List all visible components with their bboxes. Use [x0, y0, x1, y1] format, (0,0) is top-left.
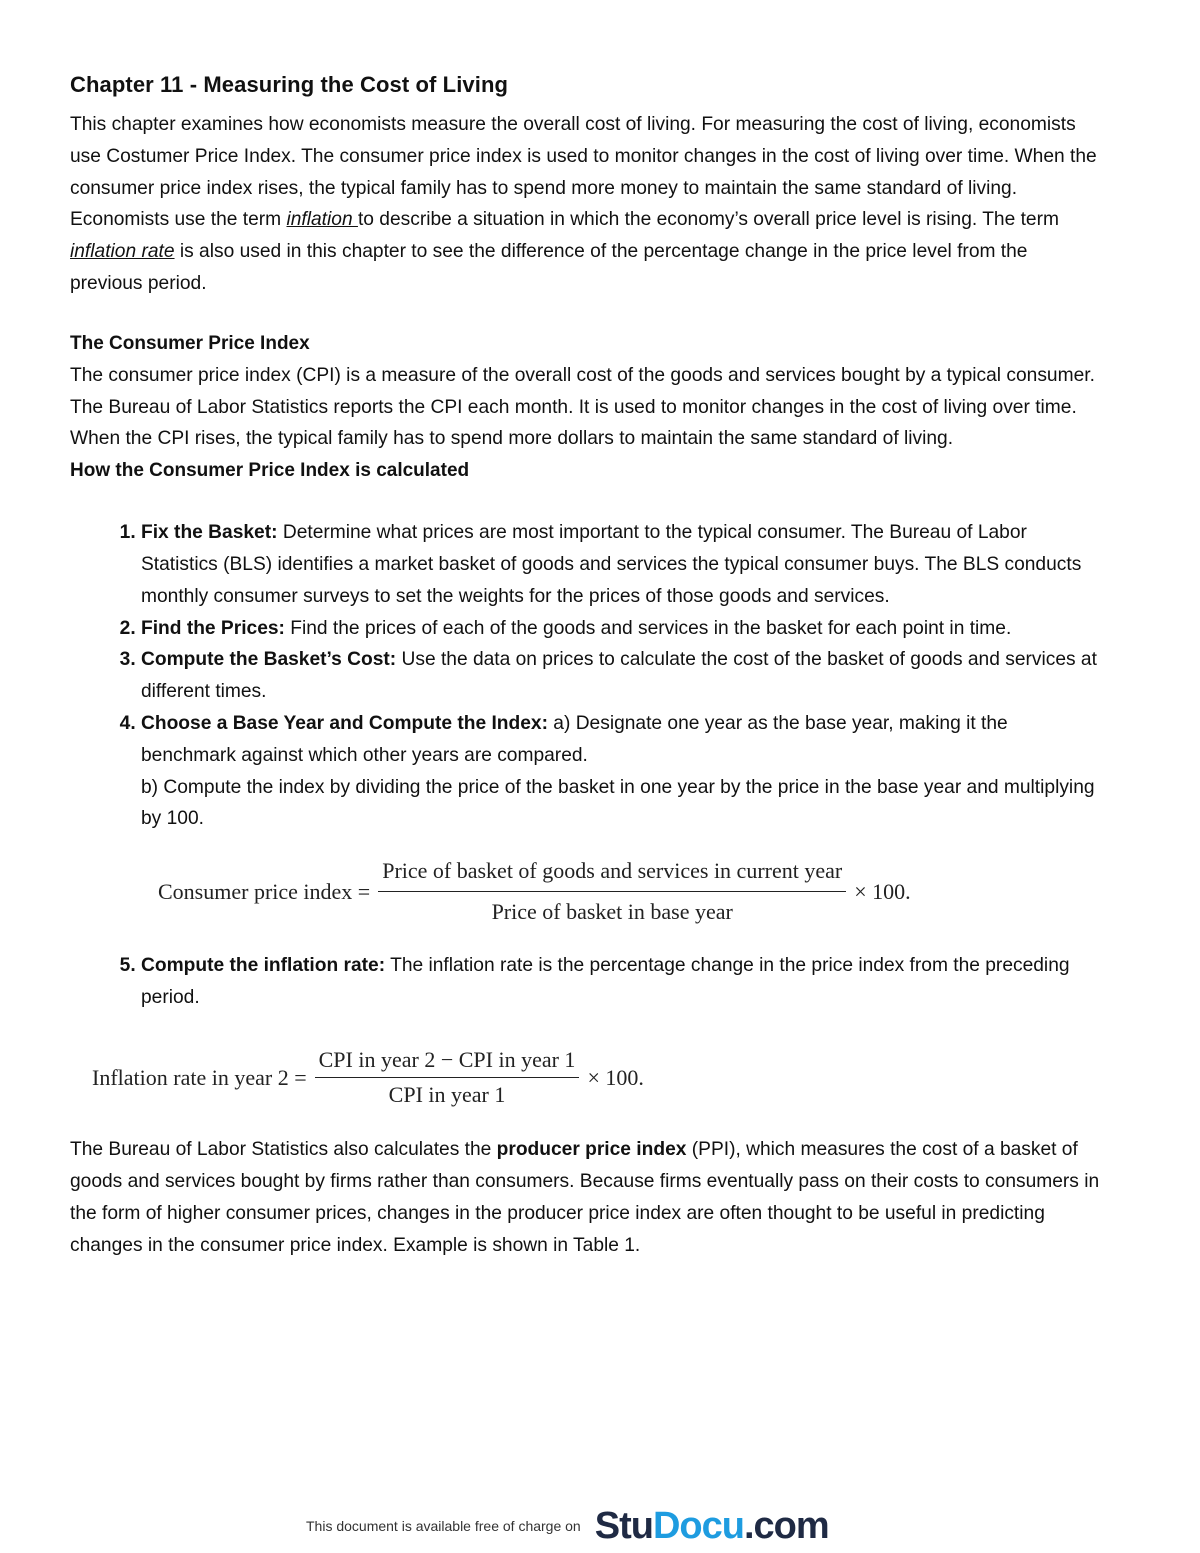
ppi-text-2: (PPI), which measures the cost of a basket of goods and services bought by firms rather than consumers. Because firms eventually pass on their costs to consumers in the form of higher consumer prices, changes in the producer price index are often thought to be useful in predicting changes in the consumer price index. Example is shown in Table 1.	[70, 1139, 1100, 1256]
step-item	[141, 950, 1100, 1014]
step-label: Compute the Basket’s Cost:	[141, 649, 397, 671]
footer-note: This document is available free of charge on	[306, 1518, 581, 1534]
footer	[306, 1504, 829, 1548]
step-item	[141, 517, 1100, 612]
formula-lhs: Inflation rate in year 2 =	[92, 1064, 307, 1090]
intro-text-1: This chapter examines how economists measure the overall cost of living. For measuring the cost of living, economists use Costumer Price Index. The consumer price index is used to monitor changes in the cost of living over time. When the consumer price index rises, the typical family has to spend more money to maintain the same standard of living. Economists use the term	[70, 114, 1097, 231]
cpi-how-heading: How the Consumer Price Index is calculated	[70, 460, 470, 482]
step-item	[141, 613, 1100, 645]
intro-text-2: to describe a situation in which the economy’s overall price level is rising. The term	[357, 209, 1059, 231]
formula-lhs: Consumer price index =	[158, 878, 371, 904]
formula-multiplier: × 100.	[854, 878, 911, 904]
page-title: Chapter 11 - Measuring the Cost of Living	[70, 72, 509, 97]
ppi-paragraph	[70, 1134, 1100, 1261]
studocu-logo-link[interactable]	[595, 1505, 829, 1548]
intro-paragraph	[70, 109, 1100, 300]
formula-numerator: CPI in year 2 − CPI in year 1	[315, 1047, 580, 1078]
document-page	[70, 72, 1100, 1262]
step-text: The inflation rate is the percentage change in the price index from the preceding period.	[141, 954, 1070, 1008]
formula-fraction	[378, 855, 846, 928]
term-inflation: inflation	[286, 209, 358, 231]
step-text: Use the data on prices to calculate the cost of the basket of goods and services at different times.	[141, 649, 1097, 703]
ppi-text-1: The Bureau of Labor Statistics also calculates the	[70, 1139, 497, 1161]
term-ppi: producer price index	[496, 1139, 687, 1161]
logo-part-com: .com	[743, 1504, 829, 1547]
step-text-b: b) Compute the index by dividing the price of the basket in one year by the price in the base year and multiplying by 100.	[141, 776, 1095, 830]
step-text: a) Designate one year as the base year, making it the benchmark against which other years are compared.	[141, 712, 1008, 766]
logo-part-stu: Stu	[594, 1504, 653, 1547]
formula-denominator: Price of basket in base year	[491, 898, 733, 924]
formula-denominator: CPI in year 1	[388, 1082, 506, 1108]
step-label: Compute the inflation rate:	[141, 954, 386, 976]
step-label: Choose a Base Year and Compute the Index:	[141, 712, 548, 734]
step-label: Find the Prices:	[141, 617, 285, 639]
logo-part-docu: Docu	[652, 1504, 744, 1547]
step-item	[141, 708, 1100, 928]
formula-numerator: Price of basket of goods and services in current year	[378, 855, 846, 892]
cpi-paragraph: The consumer price index (CPI) is a measure of the overall cost of the goods and services bought by a typical consumer. The Bureau of Labor Statistics reports the CPI each month. It is used to monitor changes in the cost of living over time. When the CPI rises, the typical family has to spend more dollars to maintain the same standard of living.	[70, 364, 1095, 450]
step-item	[141, 644, 1100, 708]
step-text: Determine what prices are most important to the typical consumer. The Bureau of Labor Statistics (BLS) identifies a market basket of goods and services the typical consumer buys. The BLS conducts monthly consumer surveys to set the weights for the prices of those goods and services.	[141, 522, 1082, 607]
term-inflation-rate: inflation rate	[70, 241, 175, 263]
cpi-heading: The Consumer Price Index	[70, 332, 310, 354]
steps-list	[70, 517, 1100, 1013]
formula-fraction	[315, 1047, 580, 1108]
step-text: Find the prices of each of the goods and services in the basket for each point in time.	[284, 617, 1012, 639]
intro-text-3: is also used in this chapter to see the difference of the percentage change in the price level from the previous period.	[70, 241, 1028, 294]
cpi-formula	[158, 855, 1100, 928]
formula-multiplier: × 100.	[587, 1064, 644, 1090]
inflation-formula	[92, 1047, 1100, 1108]
step-label: Fix the Basket:	[141, 522, 278, 544]
